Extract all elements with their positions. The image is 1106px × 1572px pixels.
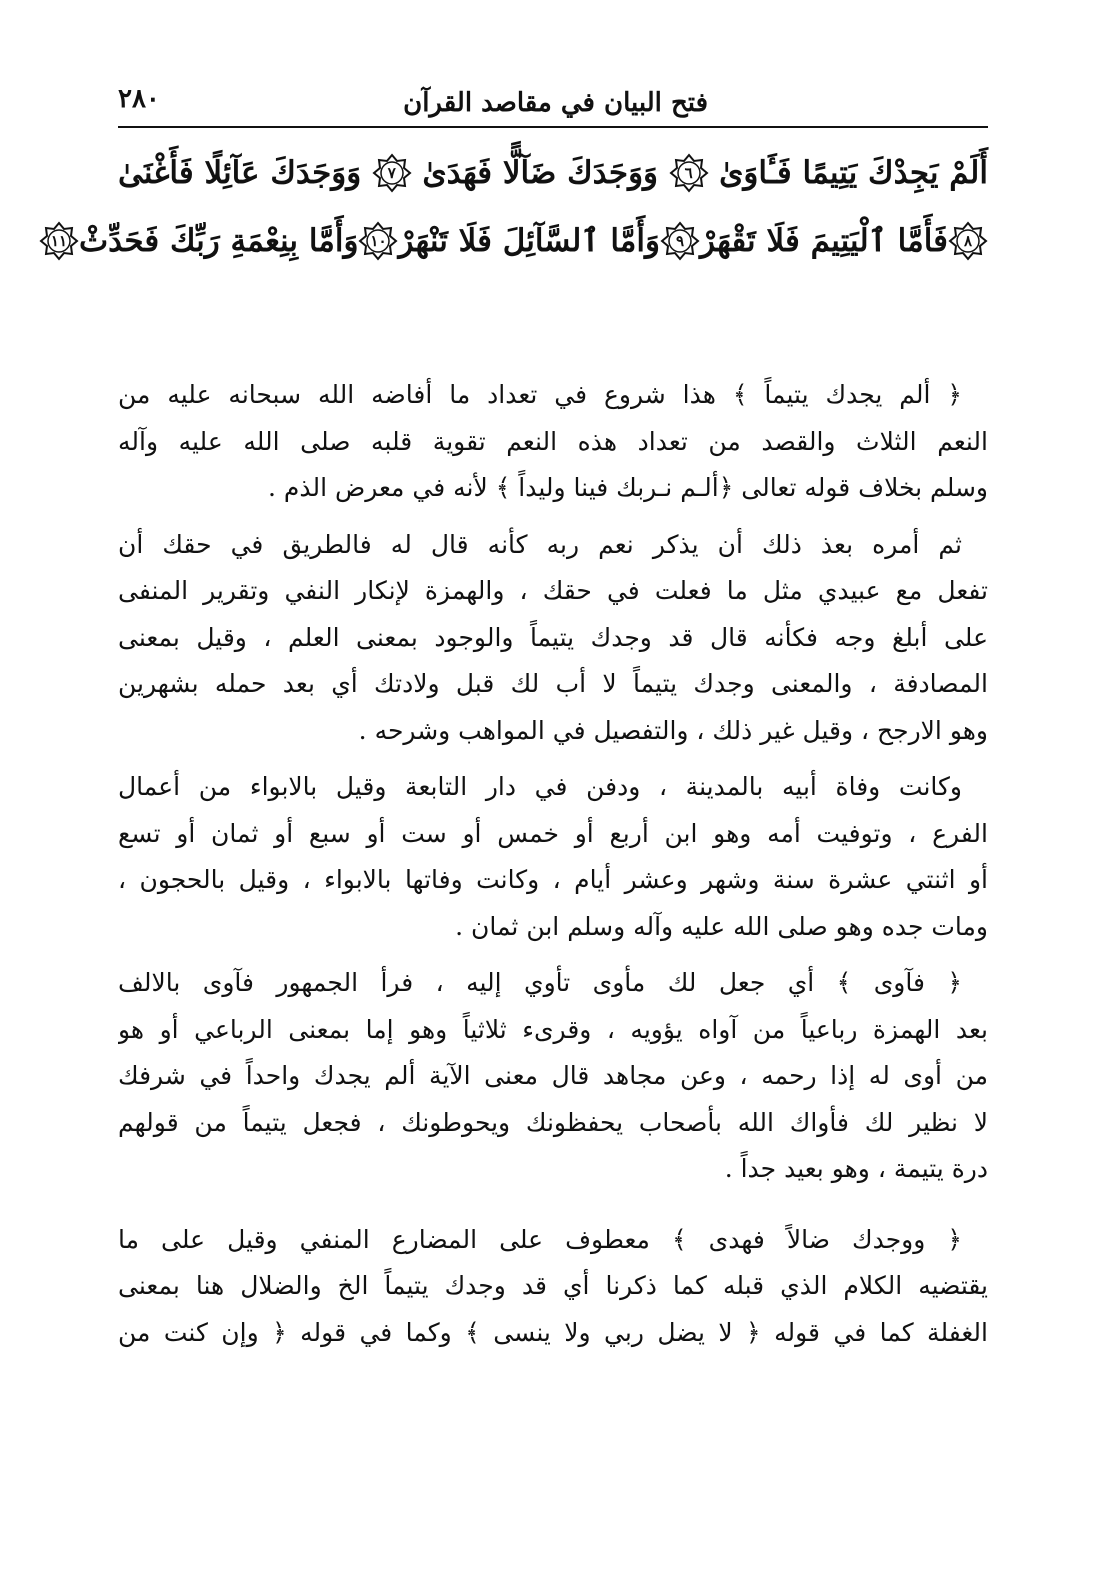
paragraph: [118, 522, 988, 755]
paragraph: [118, 960, 988, 1193]
quran-verses-block: [50, 145, 988, 281]
commentary-text: [118, 372, 988, 1366]
text-line: ﴿ ألم يجدك يتيماً ﴾ هذا شروع في تعداد ما أفاضه الله سبحانه عليه من: [118, 380, 962, 409]
verse-text: وَأَمَّا ٱلسَّآئِلَ فَلَا تَنْهَرْ: [398, 223, 660, 259]
ayah-number-marker: ٦: [669, 153, 709, 193]
text-line: لا نظير لك فأواك الله بأصحاب يحفظونك ويحوطونك ، فجعل يتيماً من قولهم: [118, 1107, 988, 1137]
text-line: ﴿ ووجدك ضالاً فهدى ﴾ معطوف على المضارع المنفي وقيل على ما: [118, 1224, 962, 1254]
ayah-number-marker: ٨: [948, 221, 988, 261]
text-line: ثم أمره بعذ ذلك أن يذكر نعم ربه كأنه قال له فالطريق في حقك أن: [118, 529, 962, 559]
ayah-number-marker: ١١: [39, 221, 79, 261]
page-header: [118, 80, 988, 128]
text-line: تفعل مع عبيدي مثل ما فعلت في حقك ، والهمزة لإنكار النفي وتقرير المنفى: [118, 576, 988, 605]
verse-line-1: [118, 145, 988, 201]
ayah-number-marker: ٩: [660, 221, 700, 261]
paragraph: [118, 1217, 988, 1357]
verse-text: وَأَمَّا بِنِعْمَةِ رَبِّكَ فَحَدِّثْ: [78, 223, 359, 259]
text-line: من أوى له إذا رحمه ، وعن مجاهد قال معنى الآية ألم يجدك واحداً في شرفك: [118, 1061, 988, 1090]
text-line: بعد الهمزة رباعياً من آواه يؤويه ، وقرىء ثلاثياً وهو إما بمعنى الرباعي أو هو: [118, 1014, 988, 1044]
text-line: درة يتيمة ، وهو بعيد جداً .: [724, 1154, 988, 1183]
verse-text: فَأَمَّا ٱلْيَتِيمَ فَلَا تَقْهَرْ: [699, 223, 948, 259]
text-line: ﴿ فآوى ﴾ أي جعل لك مأوى تأوي إليه ، فرأ الجمهور فآوى بالالف: [118, 968, 962, 997]
verse-text: وَوَجَدَكَ ضَآلًّا فَهَدَىٰ: [422, 155, 659, 191]
verse-text: وَوَجَدَكَ عَآئِلًا فَأَغْنَىٰ: [118, 155, 362, 191]
text-line: الغفلة كما في قوله ﴿ لا يضل ربي ولا ينسى ﴾ وكما في قوله ﴿ وإن كنت من: [118, 1317, 988, 1347]
text-line: الفرع ، وتوفيت أمه وهو ابن أربع أو خمس أو ست أو سبع أو ثمان أو تسع: [118, 818, 988, 848]
ayah-number-marker: ١٠: [358, 221, 398, 261]
verse-line-2: [50, 213, 988, 269]
text-line: المصادفة ، والمعنى وجدك يتيماً لا أب لك قبل ولادتك أي بعد حمله بشهرين: [118, 669, 988, 698]
text-line: أو اثنتي عشرة سنة وشهر وعشر أيام ، وكانت وفاتها بالابواء ، وقيل بالحجون ،: [118, 865, 988, 894]
text-line: النعم الثلاث والقصد من تعداد هذه النعم تقوية قلبه صلى الله عليه وآله: [118, 426, 988, 456]
text-line: وسلم بخلاف قوله تعالى ﴿ألـم نـربك فينا وليداً ﴾ لأنه في معرض الذم .: [267, 473, 988, 502]
page-number: ٢٨٠: [118, 84, 160, 114]
ayah-number-marker: ٧: [372, 153, 412, 193]
text-line: ومات جده وهو صلى الله عليه وآله وسلم ابن ثمان .: [455, 911, 988, 941]
paragraph: [118, 372, 988, 512]
paragraph: [118, 764, 988, 950]
running-title: فتح البيان في مقاصد القرآن: [403, 88, 708, 118]
verse-text: أَلَمْ يَجِدْكَ يَتِيمًا فَـَٔاوَىٰ: [719, 155, 988, 191]
text-line: وهو الارجح ، وقيل غير ذلك ، والتفصيل في المواهب وشرحه .: [358, 715, 988, 745]
text-line: على أبلغ وجه فكأنه قال قد وجدك يتيماً والوجود بمعنى العلم ، وقيل بمعنى: [118, 622, 988, 652]
text-line: وكانت وفاة أبيه بالمدينة ، ودفن في دار التابعة وقيل بالابواء من أعمال: [118, 772, 962, 801]
text-line: يقتضيه الكلام الذي قبله كما ذكرنا أي قد وجدك يتيماً الخ والضلال هنا بمعنى: [118, 1271, 988, 1300]
